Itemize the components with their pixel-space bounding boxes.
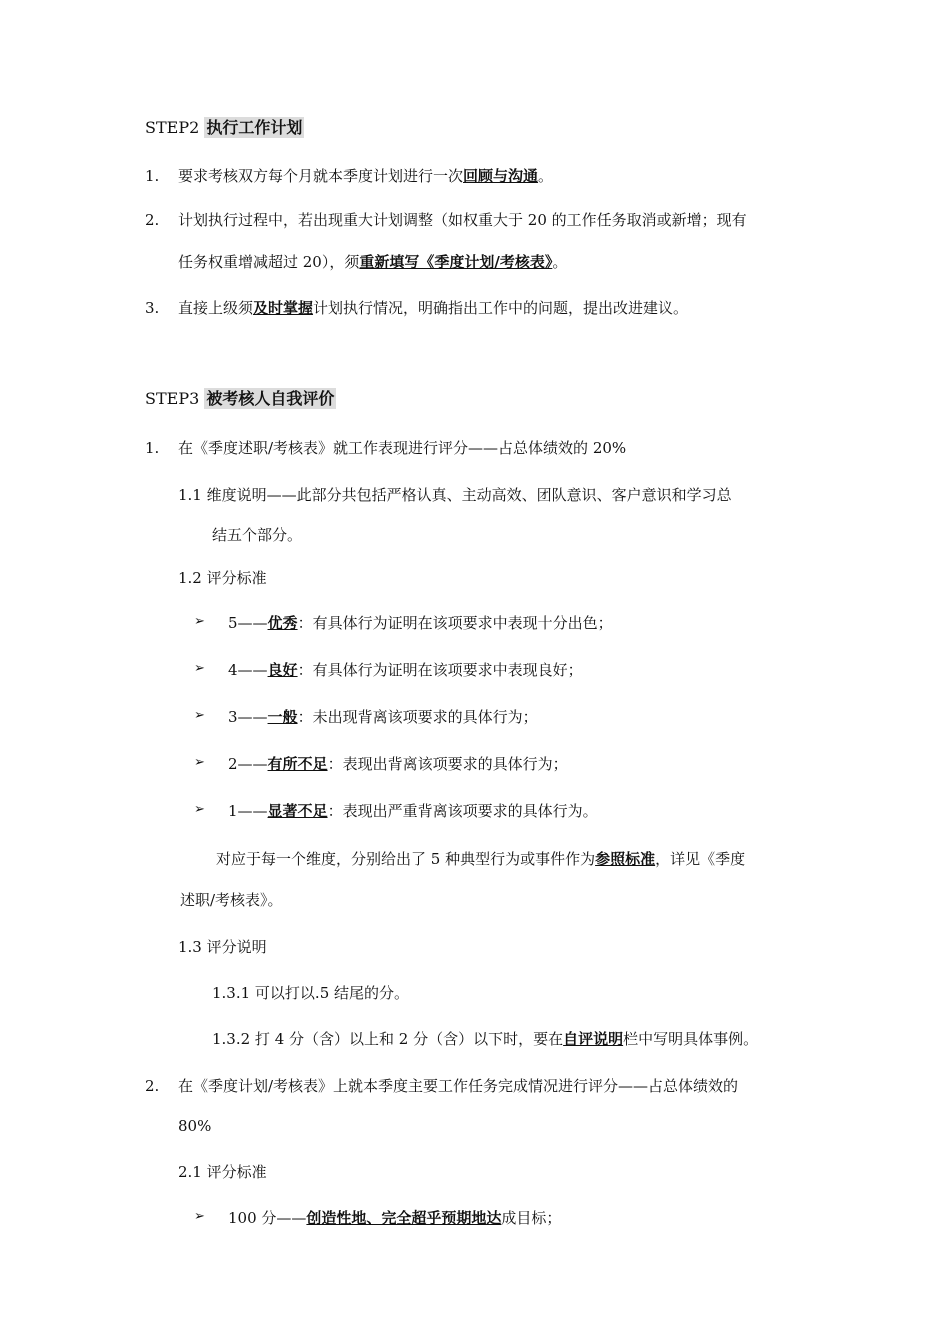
step2-title: 执行工作计划: [206, 118, 303, 137]
section-1-3-2-text: 1.3.2 打 4 分（含）以上和 2 分（含）以下时，要在: [212, 1030, 564, 1048]
step2-heading: [145, 118, 304, 138]
step3-item2-number: 2.: [145, 1077, 160, 1095]
grade-item: [228, 754, 568, 774]
arrow-bullet-icon: ➢: [194, 1209, 205, 1224]
grade-item: [228, 707, 538, 727]
grade-description: ：表现出背离该项要求的具体行为；: [327, 755, 568, 773]
step2-item2-emphasis: 重新填写《季度计划/考核表》: [359, 253, 553, 271]
arrow-bullet-icon: ➢: [194, 755, 205, 770]
section-1-1-line2: 结五个部分。: [212, 526, 303, 544]
section-1-2-heading: 1.2 评分标准: [178, 569, 267, 587]
reference-note-emphasis: 参照标准: [595, 850, 656, 868]
score-100-emphasis: 创造性地、完全超乎预期地达: [306, 1209, 502, 1227]
score-100-end: 成目标；: [501, 1209, 562, 1227]
grade-item: [228, 660, 583, 680]
section-2-1-heading: 2.1 评分标准: [178, 1163, 267, 1181]
section-1-3-1: 1.3.1 可以打以.5 结尾的分。: [212, 984, 410, 1002]
grade-level: 良好: [267, 661, 298, 679]
grade-level: 一般: [267, 708, 298, 726]
step2-item2-text: 任务权重增减超过 20），须: [178, 253, 360, 271]
reference-note-end: ，详见《季度: [655, 850, 746, 868]
reference-note-line2: 述职/考核表》。: [180, 891, 283, 909]
grade-description: ：未出现背离该项要求的具体行为；: [297, 708, 538, 726]
step3-item1-number: 1.: [145, 439, 160, 457]
step2-label: STEP2: [145, 118, 200, 137]
step2-item3-number: 3.: [145, 299, 160, 317]
grade-score: 5——: [228, 614, 268, 632]
step3-item2-line1: 在《季度计划/考核表》上就本季度主要工作任务完成情况进行评分——占总体绩效的: [178, 1077, 739, 1095]
section-1-3-2-end: 栏中写明具体事例。: [623, 1030, 759, 1048]
step3-label: STEP3: [145, 389, 200, 408]
step2-item3-emphasis: 及时掌握: [253, 299, 314, 317]
grade-level: 显著不足: [267, 802, 328, 820]
section-1-3-2: [212, 1029, 758, 1049]
section-1-3-heading: 1.3 评分说明: [178, 938, 267, 956]
grade-score: 2——: [228, 755, 268, 773]
score-100-label: 100 分——: [228, 1209, 307, 1227]
reference-note-text: 对应于每一个维度，分别给出了 5 种典型行为或事件作为: [216, 850, 596, 868]
section-1-1-line1: 1.1 维度说明——此部分共包括严格认真、主动高效、团队意识、客户意识和学习总: [178, 486, 732, 504]
step3-heading: [145, 389, 336, 409]
grade-description: ：有具体行为证明在该项要求中表现十分出色；: [297, 614, 613, 632]
grade-level: 优秀: [267, 614, 298, 632]
step2-item3-text: 直接上级须: [178, 299, 254, 317]
grade-score: 4——: [228, 661, 268, 679]
step2-item2-end: 。: [552, 253, 568, 271]
grade-item: [228, 801, 598, 821]
grade-score: 3——: [228, 708, 268, 726]
arrow-bullet-icon: ➢: [194, 661, 205, 676]
arrow-bullet-icon: ➢: [194, 708, 205, 723]
grade-score: 1——: [228, 802, 268, 820]
grade-level: 有所不足: [267, 755, 328, 773]
step2-item1-number: 1.: [145, 167, 160, 185]
step3-item1: 在《季度述职/考核表》就工作表现进行评分——占总体绩效的 20%: [178, 439, 627, 457]
arrow-bullet-icon: ➢: [194, 614, 205, 629]
grade-description: ：表现出严重背离该项要求的具体行为。: [327, 802, 598, 820]
grade-item: [228, 613, 613, 633]
score-100-item: [228, 1208, 561, 1228]
step2-item1-emphasis: 回顾与沟通: [463, 167, 539, 185]
section-1-3-2-emphasis: 自评说明: [563, 1030, 624, 1048]
step3-item2-line2: 80%: [178, 1117, 212, 1135]
step2-item1-text: 要求考核双方每个月就本季度计划进行一次: [178, 167, 464, 185]
step2-item3-end: 计划执行情况，明确指出工作中的问题，提出改进建议。: [313, 299, 689, 317]
step2-item2-line1: 计划执行过程中，若出现重大计划调整（如权重大于 20 的工作任务取消或新增；现有: [178, 211, 747, 229]
reference-note-line1: [216, 849, 745, 869]
grade-description: ：有具体行为证明在该项要求中表现良好；: [297, 661, 583, 679]
step2-item3: [178, 298, 688, 318]
step2-item1-end: 。: [538, 167, 554, 185]
arrow-bullet-icon: ➢: [194, 802, 205, 817]
step3-title: 被考核人自我评价: [206, 389, 335, 408]
step2-item1: [178, 166, 553, 186]
step2-item2-number: 2.: [145, 211, 160, 229]
step2-item2-line2: [178, 252, 567, 272]
